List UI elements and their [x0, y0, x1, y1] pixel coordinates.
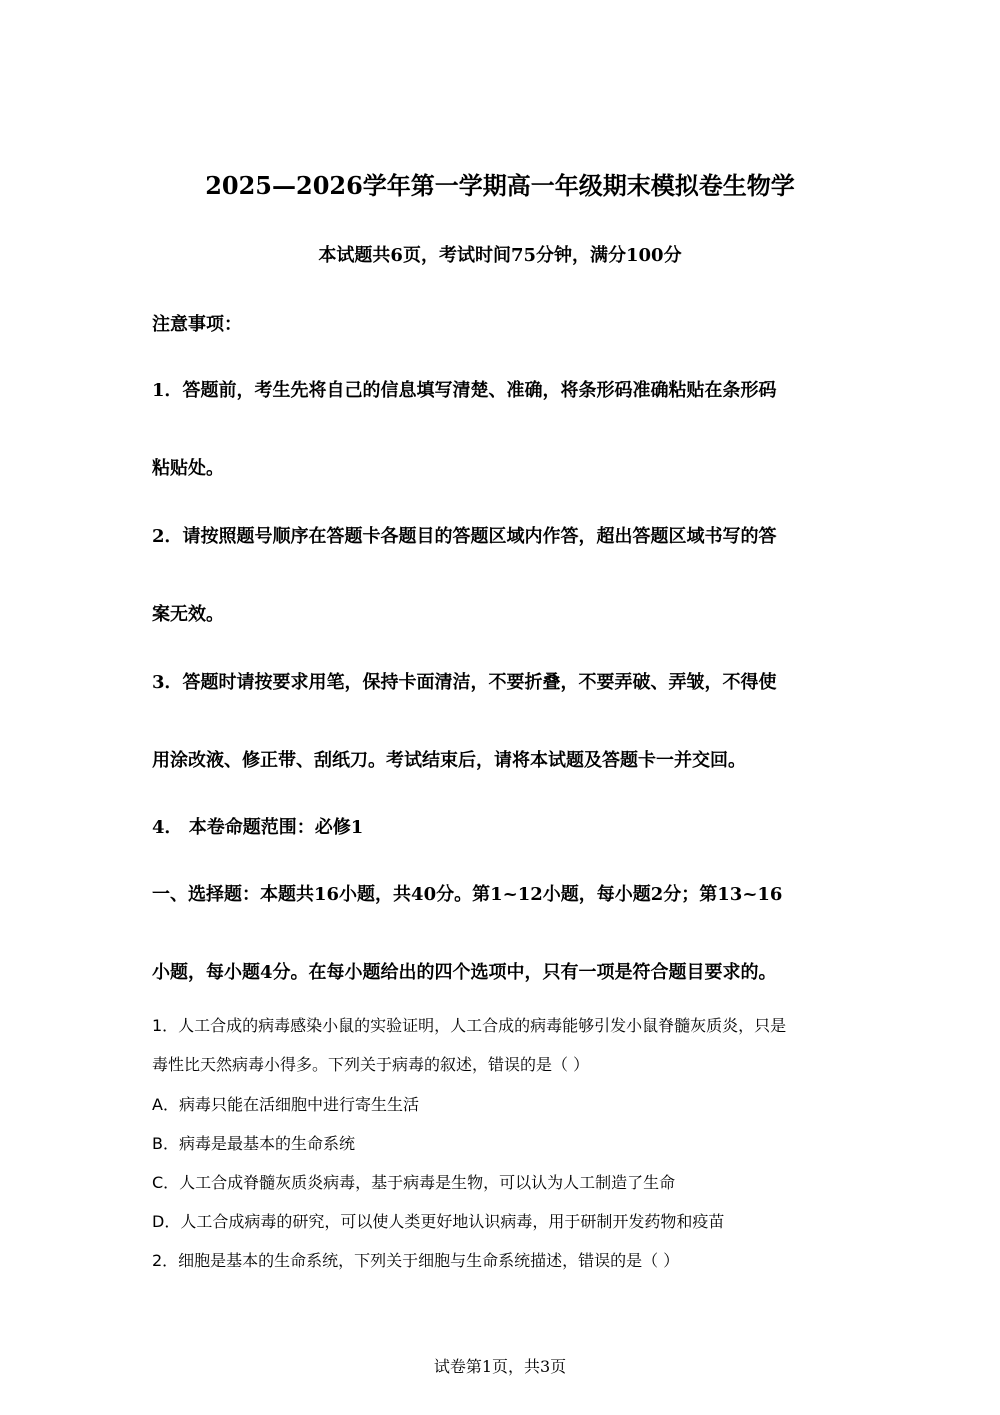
question-1-stem: 1．人工合成的病毒感染小鼠的实验证明，人工合成的病毒能够引发小鼠脊髓灰质炎，只是 [152, 1016, 787, 1035]
notice-line: 3．答题时请按要求用笔，保持卡面清洁，不要折叠，不要弄破、弄皱，不得使 [152, 672, 777, 693]
question-2-stem: 2．细胞是基本的生命系统，下列关于细胞与生命系统描述，错误的是（ ） [152, 1251, 680, 1270]
notice-line: 4． 本卷命题范围：必修1 [152, 817, 364, 838]
notice-line: 用涂改液、修正带、刮纸刀。考试结束后，请将本试题及答题卡一并交回。 [152, 750, 746, 771]
question-1-stem: 毒性比天然病毒小得多。下列关于病毒的叙述，错误的是（ ） [152, 1055, 590, 1074]
exam-subtitle: 本试题共6页，考试时间75分钟，满分100分 [318, 245, 682, 266]
notice-line: 2．请按照题号顺序在答题卡各题目的答题区域内作答，超出答题区域书写的答 [152, 526, 777, 547]
notice-heading: 注意事项： [152, 314, 242, 335]
question-1-option-c: C．人工合成脊髓灰质炎病毒，基于病毒是生物，可以认为人工制造了生命 [152, 1173, 676, 1192]
section-heading: 一、选择题：本题共16小题，共40分。第1~12小题，每小题2分；第13~16 [152, 884, 783, 905]
notice-line: 粘贴处。 [152, 458, 224, 479]
notice-line: 1．答题前，考生先将自己的信息填写清楚、准确，将条形码准确粘贴在条形码 [152, 380, 777, 401]
question-1-option-d: D．人工合成病毒的研究，可以使人类更好地认识病毒，用于研制开发药物和疫苗 [152, 1212, 725, 1231]
section-heading: 小题，每小题4分。在每小题给出的四个选项中，只有一项是符合题目要求的。 [152, 962, 777, 983]
notice-line: 案无效。 [152, 604, 224, 625]
exam-title: 2025—2026学年第一学期高一年级期末模拟卷生物学 [205, 171, 795, 200]
question-1-option-a: A．病毒只能在活细胞中进行寄生生活 [152, 1095, 419, 1114]
question-1-option-b: B．病毒是最基本的生命系统 [152, 1134, 355, 1153]
page-footer: 试卷第1页，共3页 [433, 1357, 567, 1376]
